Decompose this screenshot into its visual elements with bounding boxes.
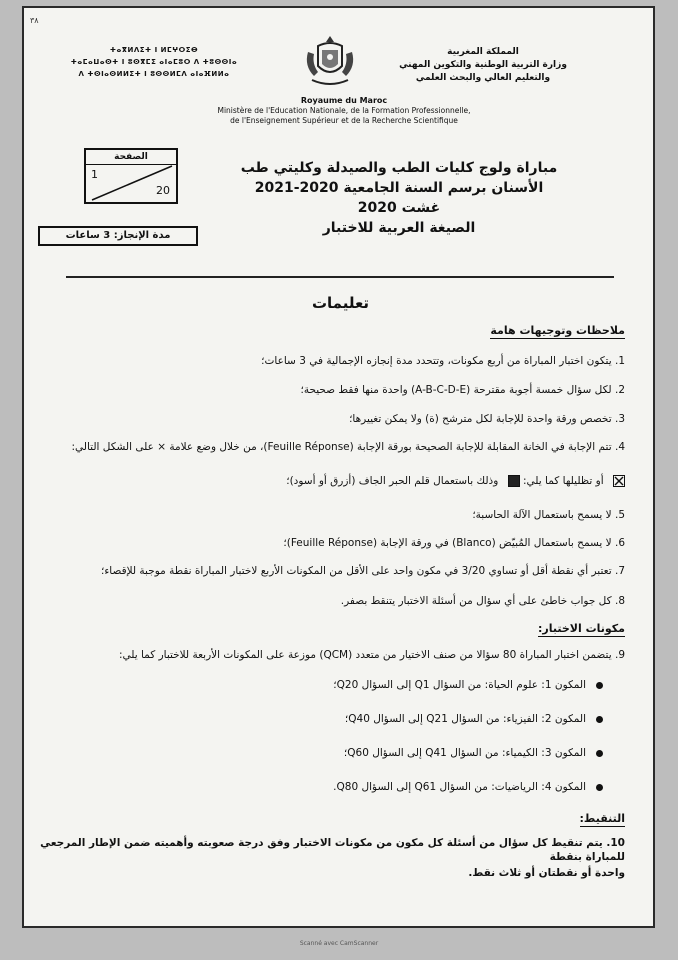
- bullet-icon: [596, 716, 603, 723]
- coat-of-arms-icon: [300, 32, 360, 94]
- arabic-header-line: وزارة التربية الوطنية والتكوين المهني: [399, 60, 567, 70]
- note-item-2: 2. لكل سؤال خمسة أجوبة مقترحة (A-B-C-D-E) واحدة منها فقط صحيحة؛: [300, 384, 625, 396]
- tifinagh-header: [54, 44, 254, 80]
- note-item-6: 6. لا يسمح باستعمال المُبيّض (Blanco) في ورقة الإجابة (Feuille Réponse)؛: [283, 537, 625, 549]
- ministry-line: de l'Enseignement Supérieur et de la Recherche Scientifique: [230, 116, 458, 125]
- french-ministry-header: [184, 96, 504, 126]
- note-item-5: 5. لا يسمح باستعمال الآلة الحاسبة؛: [472, 509, 625, 521]
- tifinagh-line: ⴷ ⵜⵙⵏⴰⵙⵍⵍⵉⵜ ⵏ ⵓⵙⵙⵍⵎⴷ ⴰⵏⴰⴼⵍⵍⴰ: [78, 70, 230, 78]
- checkbox-filled-icon: [508, 475, 520, 487]
- note-item-3: 3. تخصص ورقة واحدة للإجابة لكل مترشح (ة) ولا يمكن تغييرها؛: [349, 413, 625, 425]
- note-item-4: 4. تتم الإجابة في الخانة المقابلة للإجابة الصحيحة بورقة الإجابة (Feuille Réponse)، من خلال وضع علامة × على الشكل التالي:: [71, 441, 625, 453]
- item-10-line-1: 10. يتم تنقيط كل سؤال من أسئلة كل مكون من مكونات الاختبار وفق درجة صعوبته وأهميته ضمن الإطار المرجعي للمباراة بنقطة: [40, 837, 625, 863]
- page-corner-mark: ٣٨: [30, 16, 39, 25]
- component-item-4: [203, 780, 603, 794]
- bullet-icon: [596, 784, 603, 791]
- exam-title-block: [214, 158, 584, 238]
- exam-duration-box: مدة الإنجاز: 3 ساعات: [38, 226, 198, 246]
- kingdom-name: Royaume du Maroc: [300, 96, 388, 105]
- exam-title-line: الأسنان برسم السنة الجامعية 2020-2021: [254, 180, 544, 196]
- note-item-8: 8. كل جواب خاطئ على أي سؤال من أسئلة الاختبار يتنقط بصفر.: [340, 595, 625, 607]
- bullet-icon: [596, 682, 603, 689]
- notes-heading: ملاحظات وتوجيهات هامة: [490, 324, 625, 337]
- note-item-4-continued: [40, 474, 625, 488]
- bullet-icon: [596, 750, 603, 757]
- exam-title-line: الصيغة العربية للاختبار: [322, 220, 476, 236]
- components-heading: مكونات الاختبار:: [538, 622, 625, 635]
- tifinagh-line: ⵜⴰⵎⴰⵡⴰⵙⵜ ⵏ ⵓⵙⴳⵎⵉ ⴰⵏⴰⵎⵓⵔ ⴷ ⵜⵓⵙⵙⵏⴰ: [70, 58, 238, 66]
- exam-sheet: [22, 6, 655, 928]
- component-text: المكون 3: الكيمياء: من السؤال Q41 إلى السؤال Q60؛: [343, 747, 586, 759]
- shading-intro: أو تظليلها كما يلي:: [523, 475, 604, 487]
- instructions-title: تعليمات: [311, 294, 370, 312]
- exam-title-line: غشت 2020: [357, 200, 441, 216]
- scanner-watermark: Scanné avec CamScanner: [299, 940, 379, 947]
- component-text: المكون 1: علوم الحياة: من السؤال Q1 إلى السؤال Q20؛: [333, 679, 586, 691]
- item-10-line-2: واحدة أو نقطتان أو ثلاث نقط.: [468, 867, 625, 879]
- component-text: المكون 4: الرياضيات: من السؤال Q61 إلى السؤال Q80.: [333, 781, 586, 793]
- exam-title-line: مباراة ولوج كليات الطب والصيدلة وكليتي طب: [240, 160, 558, 176]
- arabic-header-line: والتعليم العالي والبحث العلمي: [415, 73, 551, 83]
- component-item-2: [203, 712, 603, 726]
- note-item-1: 1. يتكون اختبار المباراة من أربع مكونات، وتتحدد مدة إنجازه الإجمالية في 3 ساعات؛: [261, 355, 625, 367]
- page-current: 1: [91, 168, 98, 181]
- ministry-line: Ministère de l'Education Nationale, de la Formation Professionnelle,: [217, 106, 471, 115]
- tifinagh-line: ⵜⴰⴳⵍⴷⵉⵜ ⵏ ⵍⵎⵖⵔⵉⴱ: [109, 46, 199, 54]
- header-divider: [66, 276, 614, 278]
- note-item-7: 7. تعتبر أي نقطة أقل أو تساوي 3/20 في مكون واحد على الأقل من المكونات الأربع لاختبار المباراة نقطة موجبة للإقصاء؛: [101, 565, 625, 577]
- component-item-1: [203, 678, 603, 692]
- component-text: المكون 2: الفيزياء: من السؤال Q21 إلى السؤال Q40؛: [344, 713, 586, 725]
- page-number-box: [84, 148, 178, 204]
- grading-heading: التنقيط:: [579, 812, 625, 825]
- page-box-label: الصفحة: [86, 150, 176, 165]
- arabic-header-line: المملكة المغربية: [447, 47, 519, 57]
- pen-instruction: وذلك باستعمال قلم الحبر الجاف (أزرق أو أسود)؛: [286, 475, 499, 487]
- checkbox-crossed-icon: [613, 475, 625, 487]
- item-9: 9. يتضمن اختبار المباراة 80 سؤالا من صنف الاختيار من متعدد (QCM) موزعة على المكونات الأربعة للاختبار كما يلي:: [118, 649, 625, 661]
- arabic-ministry-header: [373, 46, 593, 85]
- component-item-3: [203, 746, 603, 760]
- page-total: 20: [156, 184, 170, 197]
